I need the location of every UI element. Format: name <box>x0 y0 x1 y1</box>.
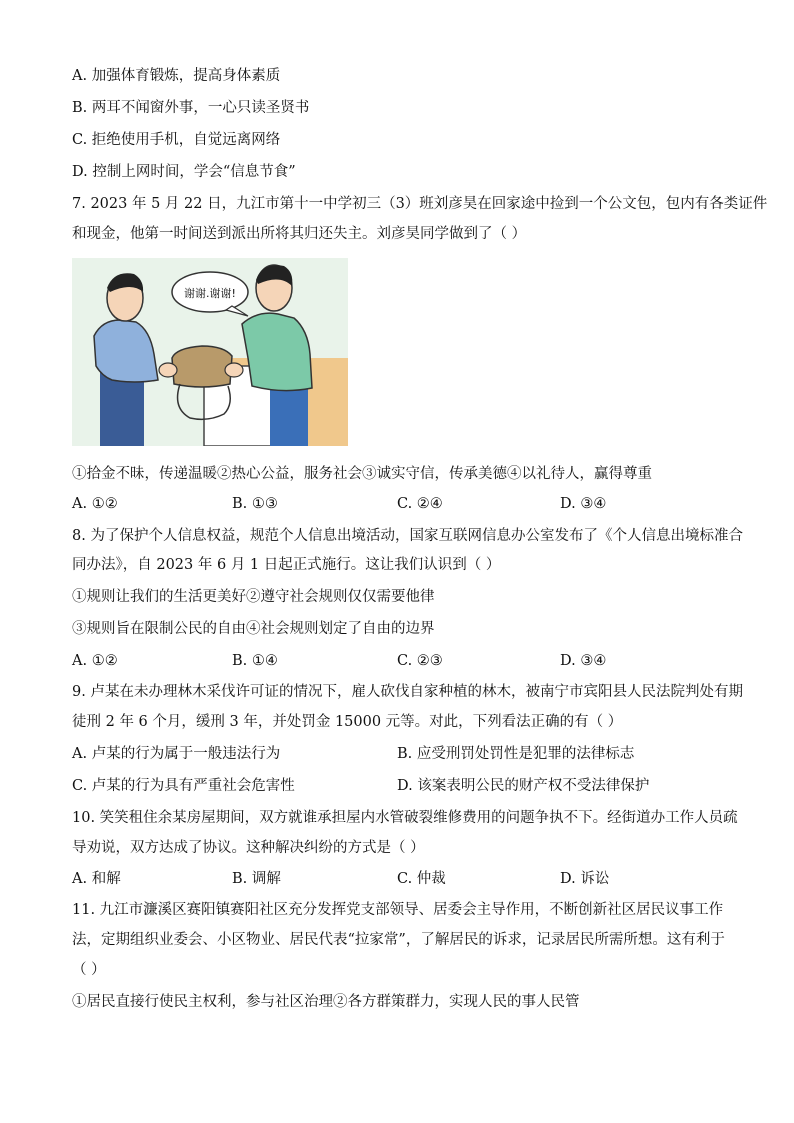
q9-option-b: B. 应受刑罚处罚性是犯罪的法律标志 <box>397 746 635 762</box>
q8-option-a: A. ①② <box>72 653 118 669</box>
q10-stem-line2: 导劝说，双方达成了协议。这种解决纠纷的方式是（ ） <box>72 840 425 856</box>
q6-option-d: D. 控制上网时间，学会“信息节食” <box>72 164 296 180</box>
q9-stem-line1: 9. 卢某在未办理林木采伐许可证的情况下，雇人砍伐自家种植的林木，被南宁市宾阳县人民法院判处有期 <box>72 684 743 700</box>
q10-option-c: C. 仲裁 <box>397 871 446 887</box>
q10-stem-line1: 10. 笑笑租住余某房屋期间，双方就谁承担屋内水管破裂维修费用的问题争执不下。经街道办工作人员疏 <box>72 810 738 826</box>
q11-statements-1: ①居民直接行使民主权利，参与社区治理②各方群策群力，实现人民的事人民管 <box>72 994 580 1010</box>
q6-option-b: B. 两耳不闻窗外事，一心只读圣贤书 <box>72 100 310 116</box>
q7-option-c: C. ②④ <box>397 496 443 512</box>
q8-statements-2: ③规则旨在限制公民的自由④社会规则划定了自由的边界 <box>72 621 435 637</box>
q9-option-a: A. 卢某的行为属于一般违法行为 <box>72 746 281 762</box>
q8-option-b: B. ①④ <box>232 653 278 669</box>
q9-option-d: D. 该案表明公民的财产权不受法律保护 <box>397 778 650 794</box>
q7-option-a: A. ①② <box>72 496 118 512</box>
q6-option-a: A. 加强体育锻炼，提高身体素质 <box>72 68 281 84</box>
q7-statements: ①拾金不昧，传递温暖②热心公益，服务社会③诚实守信，传承美德④以礼待人，赢得尊重 <box>72 466 652 482</box>
q9-option-c: C. 卢某的行为具有严重社会危害性 <box>72 778 295 794</box>
q8-statements-1: ①规则让我们的生活更美好②遵守社会规则仅仅需要他律 <box>72 589 435 605</box>
q10-option-a: A. 和解 <box>72 871 121 887</box>
q7-option-d: D. ③④ <box>560 496 607 512</box>
q11-stem-line1: 11. 九江市濂溪区赛阳镇赛阳社区充分发挥党支部领导、居委会主导作用，不断创新社区居民议事工作 <box>72 902 724 918</box>
q8-stem-line2: 同办法》，自 2023 年 6 月 1 日起正式施行。这让我们认识到（ ） <box>72 557 501 573</box>
speech-bubble-text: 谢谢.谢谢! <box>184 287 236 300</box>
q10-option-d: D. 诉讼 <box>560 871 610 887</box>
q7-stem-line2: 和现金，他第一时间送到派出所将其归还失主。刘彦昊同学做到了（ ） <box>72 226 527 242</box>
q7-option-b: B. ①③ <box>232 496 278 512</box>
q11-stem-line2: 法，定期组织业委会、小区物业、居民代表“拉家常”，了解居民的诉求，记录居民所需所想。这有利于 <box>72 932 725 948</box>
returning-bag-illustration <box>72 258 348 446</box>
q7-stem-line1: 7. 2023 年 5 月 22 日，九江市第十一中学初三（3）班刘彦昊在回家途中捡到一个公文包，包内有各类证件 <box>72 196 768 212</box>
q6-option-c: C. 拒绝使用手机，自觉远离网络 <box>72 132 281 148</box>
q8-option-d: D. ③④ <box>560 653 607 669</box>
q9-stem-line2: 徒刑 2 年 6 个月，缓刑 3 年，并处罚金 15000 元等。对此，下列看法正确的有（ ） <box>72 714 623 730</box>
q11-stem-line3: （ ） <box>72 962 106 978</box>
q10-option-b: B. 调解 <box>232 871 281 887</box>
q8-option-c: C. ②③ <box>397 653 443 669</box>
q8-stem-line1: 8. 为了保护个人信息权益，规范个人信息出境活动，国家互联网信息办公室发布了《个人信息出境标准合 <box>72 528 743 544</box>
